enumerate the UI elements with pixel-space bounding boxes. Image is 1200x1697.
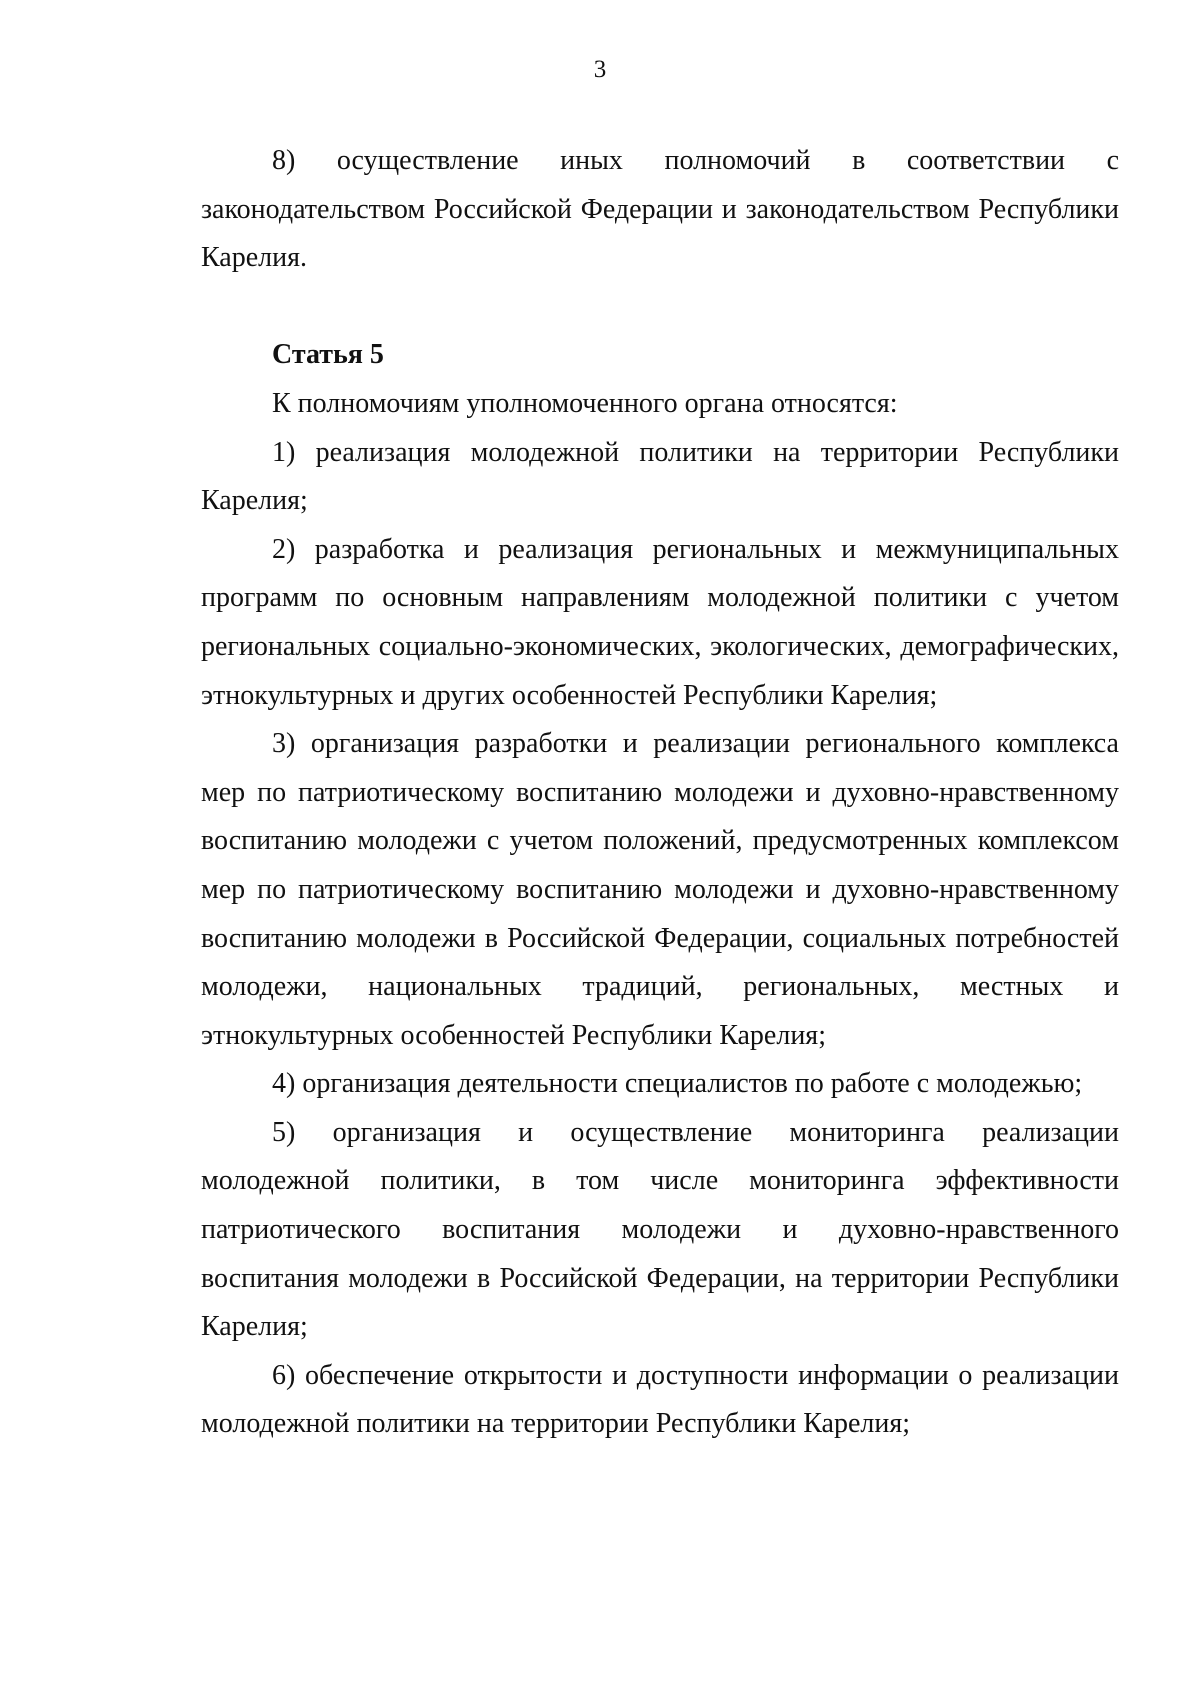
paragraph-item-8: 8) осуществление иных полномочий в соответствии с законодательством Российской Федерации и законодательством Республики Карелия.	[201, 145, 1119, 274]
document-body	[201, 137, 1119, 1449]
list-item-1: 1) реализация молодежной политики на территории Республики Карелия;	[201, 436, 1119, 517]
page-number: 3	[593, 56, 607, 83]
list-item-4: 4) организация деятельности специалистов по работе с молодежью;	[272, 1068, 1083, 1100]
list-item-5: 5) организация и осуществление мониторинга реализации молодежной политики, в том числе мониторинга эффективности патриотического воспитания молодежи и духовно-нравственного воспитания молодежи в Российской Федерации, на территории Республики Карелия;	[201, 1116, 1119, 1343]
article-title: Статья 5	[272, 339, 384, 371]
list-item-2: 2) разработка и реализация региональных и межмуниципальных программ по основным направлениям молодежной политики с учетом региональных социально-экономических, экологических, демографических, этнокультурных и других особенностей Республики Карелия;	[201, 533, 1119, 711]
article-intro: К полномочиям уполномоченного органа относятся:	[272, 387, 898, 419]
list-item-3: 3) организация разработки и реализации регионального комплекса мер по патриотическому воспитанию молодежи и духовно-нравственному воспитанию молодежи с учетом положений, предусмотренных комплексом мер по патриотическому воспитанию молодежи и духовно-нравственному воспитанию молодежи в Российской Федерации, социальных потребностей молодежи, национальных традиций, региональных, местных и этнокультурных особенностей Республики Карелия;	[201, 728, 1119, 1051]
list-item-6: 6) обеспечение открытости и доступности информации о реализации молодежной политики на территории Республики Карелия;	[201, 1359, 1119, 1440]
